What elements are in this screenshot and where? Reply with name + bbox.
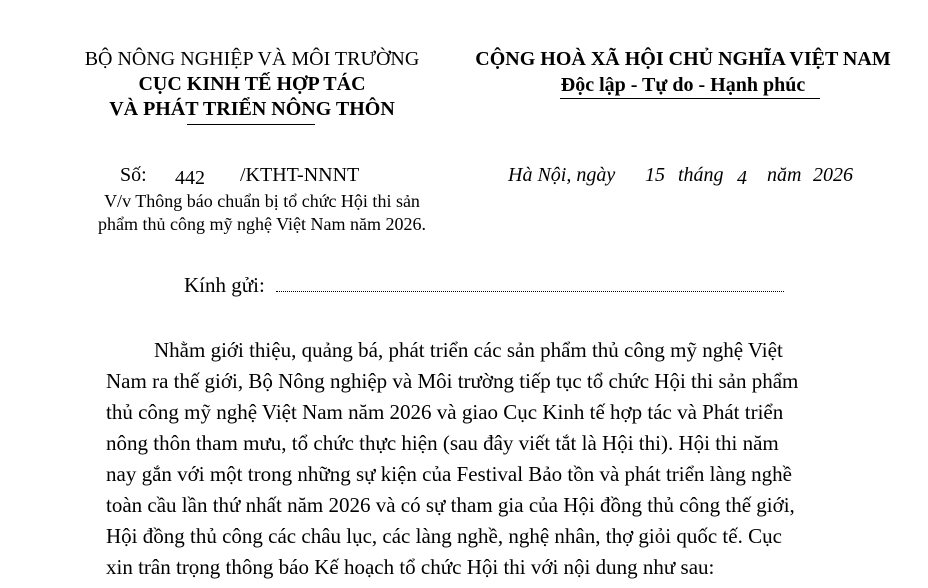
department-name-line1: CỤC KINH TẾ HỢP TÁC — [138, 73, 366, 95]
ministry-name: BỘ NÔNG NGHIỆP VÀ MÔI TRƯỜNG — [84, 48, 420, 70]
body-line: thủ công mỹ nghệ Việt Nam năm 2026 và giao Cục Kinh tế hợp tác và Phát triển — [106, 400, 784, 424]
date-month: 4 — [737, 167, 747, 189]
date-year-label: năm — [767, 164, 802, 186]
doc-number: 442 — [175, 167, 205, 189]
doc-number-suffix: /KTHT-NNNT — [240, 164, 360, 186]
subject-line2: phẩm thủ công mỹ nghệ Việt Nam năm 2026. — [97, 214, 427, 234]
motto-underline — [560, 98, 820, 99]
national-motto: Độc lập - Tự do - Hạnh phúc — [560, 74, 806, 96]
recipient-dotted-line — [276, 291, 784, 292]
body-line: xin trân trọng thông báo Kế hoạch tổ chức Hội thi với nội dung như sau: — [106, 555, 715, 579]
date-year: 2026 — [813, 164, 853, 186]
recipient-label: Kính gửi: — [184, 273, 265, 297]
left-header-underline — [187, 124, 315, 125]
body-paragraph — [106, 335, 866, 583]
body-line: toàn cầu lần thứ nhất năm 2026 và có sự tham gia của Hội đồng thủ công thế giới, — [106, 493, 795, 517]
department-name-line2: VÀ PHÁT TRIỂN NÔNG THÔN — [109, 98, 395, 120]
doc-number-prefix: Số: — [120, 164, 147, 186]
date-month-label: tháng — [678, 164, 724, 186]
subject-line1: V/v Thông báo chuẩn bị tổ chức Hội thi sản — [104, 191, 420, 211]
body-line: Nhằm giới thiệu, quảng bá, phát triển các sản phẩm thủ công mỹ nghệ Việt — [154, 338, 783, 362]
body-line: nay gắn với một trong những sự kiện của Festival Bảo tồn và phát triển làng nghề — [106, 462, 792, 486]
body-line: Nam ra thế giới, Bộ Nông nghiệp và Môi trường tiếp tục tổ chức Hội thi sản phẩm — [106, 369, 799, 393]
body-line: Hội đồng thủ công các châu lục, các làng nghề, nghệ nhân, thợ giỏi quốc tế. Cục — [106, 524, 782, 548]
date-day: 15 — [645, 164, 665, 186]
national-title: CỘNG HOÀ XÃ HỘI CHỦ NGHĨA VIỆT NAM — [475, 48, 891, 70]
date-place: Hà Nội, ngày — [508, 164, 616, 186]
body-line: nông thôn tham mưu, tổ chức thực hiện (sau đây viết tắt là Hội thi). Hội thi năm — [106, 431, 779, 455]
